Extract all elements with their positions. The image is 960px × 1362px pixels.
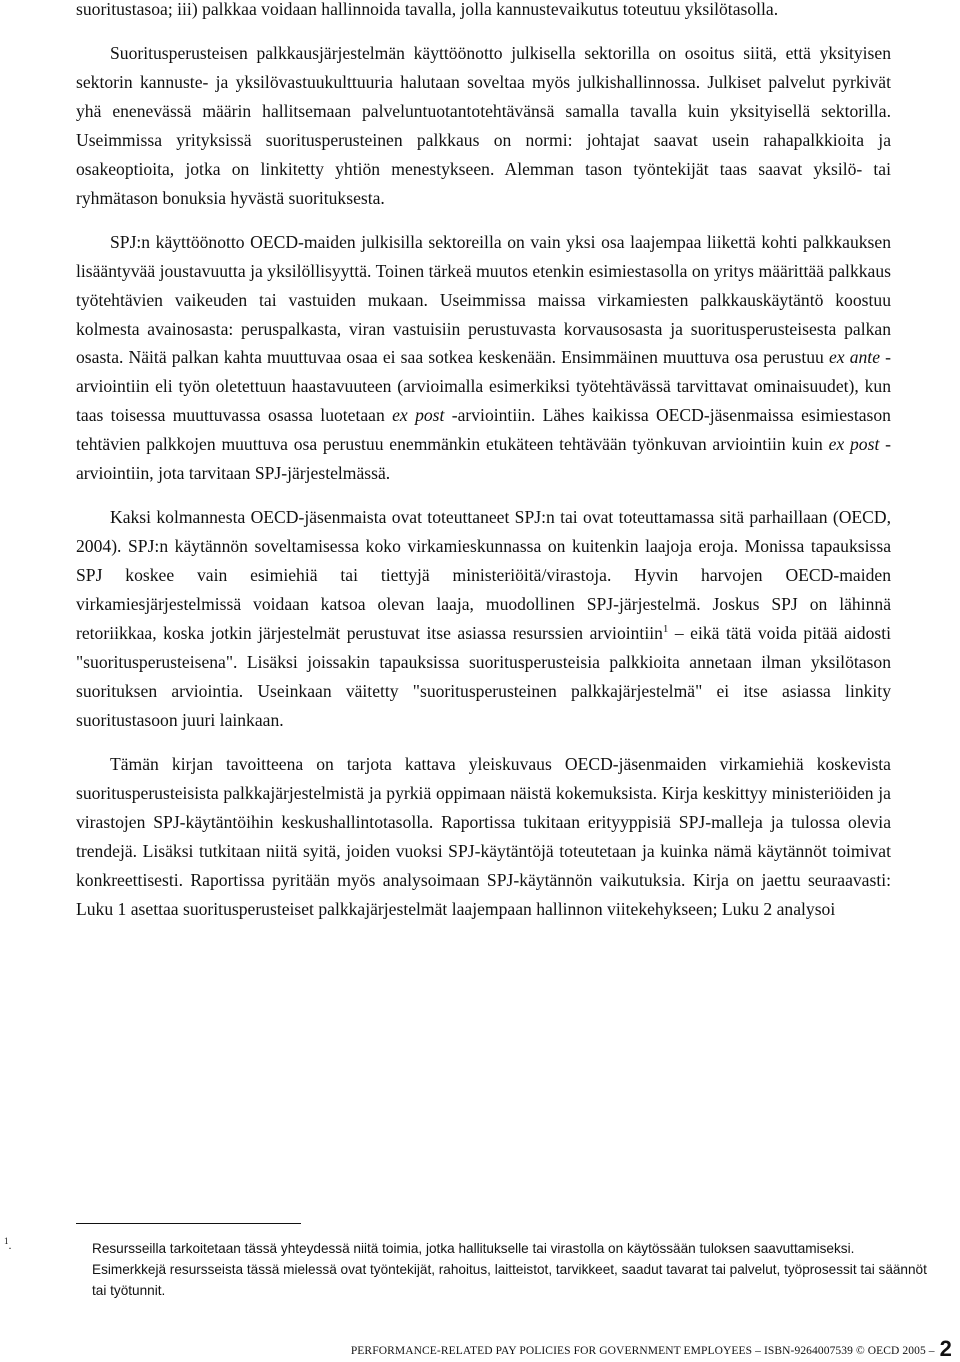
- paragraph-2: Suoritusperusteisen palkkausjärjestelmän käyttöönotto julkisella sektorilla on osoitus siitä, että yksityisen sektorin kannuste- ja yksilövastuukulttuuria halutaan soveltaa myös julkishallinnossa. Julkiset palvelut pyrkivät yhä enenevässä määrin hallitsemaan palveluntuotantotehtävänsä samalla tavalla kuin yksityisellä sektorilla. Useimmissa yrityksissä suoritusperusteinen palkkaus on normi: johtajat saavat usein rahapalkkioita ja osakeoptioita, jotka on linkitetty yhtiön menestykseen. Alemman tason työntekijät taas saavat yksilö- tai ryhmätason bonuksia hyvästä suorituksesta.: [76, 42, 891, 208]
- paragraph-3-text-b: -arviointiin eli työn oletettuun haastavuuteen (arvioimalla esimerkiksi työtehtävässä tarvittavat ominaisuudet), kun taas toisessa muuttuvassa osassa luotetaan: [76, 347, 891, 426]
- footnote-number: 1: [4, 1236, 9, 1246]
- page-number: 2: [939, 1336, 952, 1361]
- paragraph-3-text-d: -arviointiin, jota tarvitaan SPJ-järjestelmässä.: [76, 434, 891, 484]
- paragraph-3-text-c: -arviointiin. Lähes kaikissa OECD-jäsenmaissa esimiestason tehtävien palkkojen muuttuva osa perustuu enemmänkin etukäteen tehtävään työnkuvan arviointiin kuin: [76, 405, 891, 455]
- paragraph-3: [76, 228, 891, 489]
- paragraph-5: Tämän kirjan tavoitteena on tarjota kattava yleiskuvaus OECD-jäsenmaiden virkamiehiä koskevista suoritusperusteisista palkkajärjestelmistä ja pyrkiä oppimaan näistä kokemuksista. Kirja keskittyy ministeriöiden ja virastojen SPJ-käytäntöihin keskushallintotasolla. Raportissa tukitaan erityyppisiä SPJ-malleja ja tulossa olevia trendejä. Lisäksi tutkitaan niitä syitä, joiden vuoksi SPJ-käytäntöjä toteutetaan ja kuinka nämä käytännöt toimivat konkreettisesti. Raportissa pyritään myös analysoimaan SPJ-käytännön vaikutuksia. Kirja on jaettu seuraavasti: Luku 1 asettaa suoritusperusteiset palkkajärjestelmät laajempaan hallinnon viitekehykseen; Luku 2 analysoi: [76, 753, 891, 919]
- footnote-marker: [4, 1236, 12, 1253]
- page-footer: [351, 1336, 952, 1362]
- paragraph-4-text-a: Kaksi kolmannesta OECD-jäsenmaista ovat toteuttaneet SPJ:n tai ovat toteuttamassa sitä parhaillaan (OECD, 2004). SPJ:n käytännön soveltamisessa koko virkamieskunnassa on kuitenkin laajoja eroja. Monissa tapauksissa SPJ koskee vain esimiehiä tai tiettyjä ministeriöitä/virastoja. Hyvin harvojen OECD-maiden virkamiesjärjestelmissä voidaan katsoa olevan laaja, muodollinen SPJ-järjestelmä. Joskus SPJ on lähinnä retoriikkaa, koska jotkin järjestelmät perustuvat itse asiassa resurssien arviointiin: [76, 507, 891, 644]
- footnote-reference[interactable]: 1: [662, 623, 669, 636]
- footer-text: PERFORMANCE-RELATED PAY POLICIES FOR GOVERNMENT EMPLOYEES – ISBN-9264007539 © OECD 2005 –: [350, 1345, 935, 1357]
- paragraph-4-text-b: – eikä tätä voida pitää aidosti "suoritusperusteisena". Lisäksi joissakin tapauksissa suoritusperusteisia palkkioita annetaan ilman yksilötason suorituksen arviointia. Useinkaan väitetty "suoritusperusteinen palkkajärjestelmä" ei itse asiassa linkity suoritustasoon juuri lainkaan.: [76, 623, 891, 730]
- paragraph-3-text-a: SPJ:n käyttöönotto OECD-maiden julkisilla sektoreilla on vain yksi osa laajempaa liikettä kohti palkkauksen lisääntyvää joustavuutta ja yksilöllisyyttä. Toinen tärkeä muutos etenkin esimiestasolla on yritys määrittää palkkaus työtehtävien vaikeuden tai vastuiden mukaan. Useimmissa maissa virkamiesten palkkauskäytäntö koostuu kolmesta avainosasta: peruspalkasta, viran vastuisiin perustuvasta korvausosasta ja suoritusperusteisesta palkan osasta. Näitä palkan kahta muuttuvaa osaa ei saa sotkea keskenään. Ensimmäinen muuttuva osa perustuu: [76, 231, 891, 368]
- footnote-text: Resursseilla tarkoitetaan tässä yhteydessä niitä toimia, jotka hallitukselle tai virastolla on käytössään tuloksen saavuttamiseksi. Esimerkkejä resursseista tässä mielessä ovat työntekijät, rahoitus, laitteistot, tarvikkeet, saadut tavarat tai palvelut, työprosessit tai säännöt tai työtunnit.: [92, 1241, 927, 1298]
- paragraph-3-italic-ex-ante: ex ante: [828, 347, 880, 368]
- footnote-divider: [76, 1223, 301, 1224]
- paragraph-3-italic-ex-post-2: ex post: [828, 434, 880, 455]
- paragraph-1: suoritustasoa; iii) palkkaa voidaan hallinnoida tavalla, jolla kannustevaikutus toteutuu yksilötasolla.: [76, 0, 779, 19]
- paragraph-4: [76, 503, 891, 735]
- document-body: [76, 0, 891, 924]
- footnote-dot: .: [8, 1238, 12, 1252]
- paragraph-3-italic-ex-post-1: ex post: [392, 405, 445, 426]
